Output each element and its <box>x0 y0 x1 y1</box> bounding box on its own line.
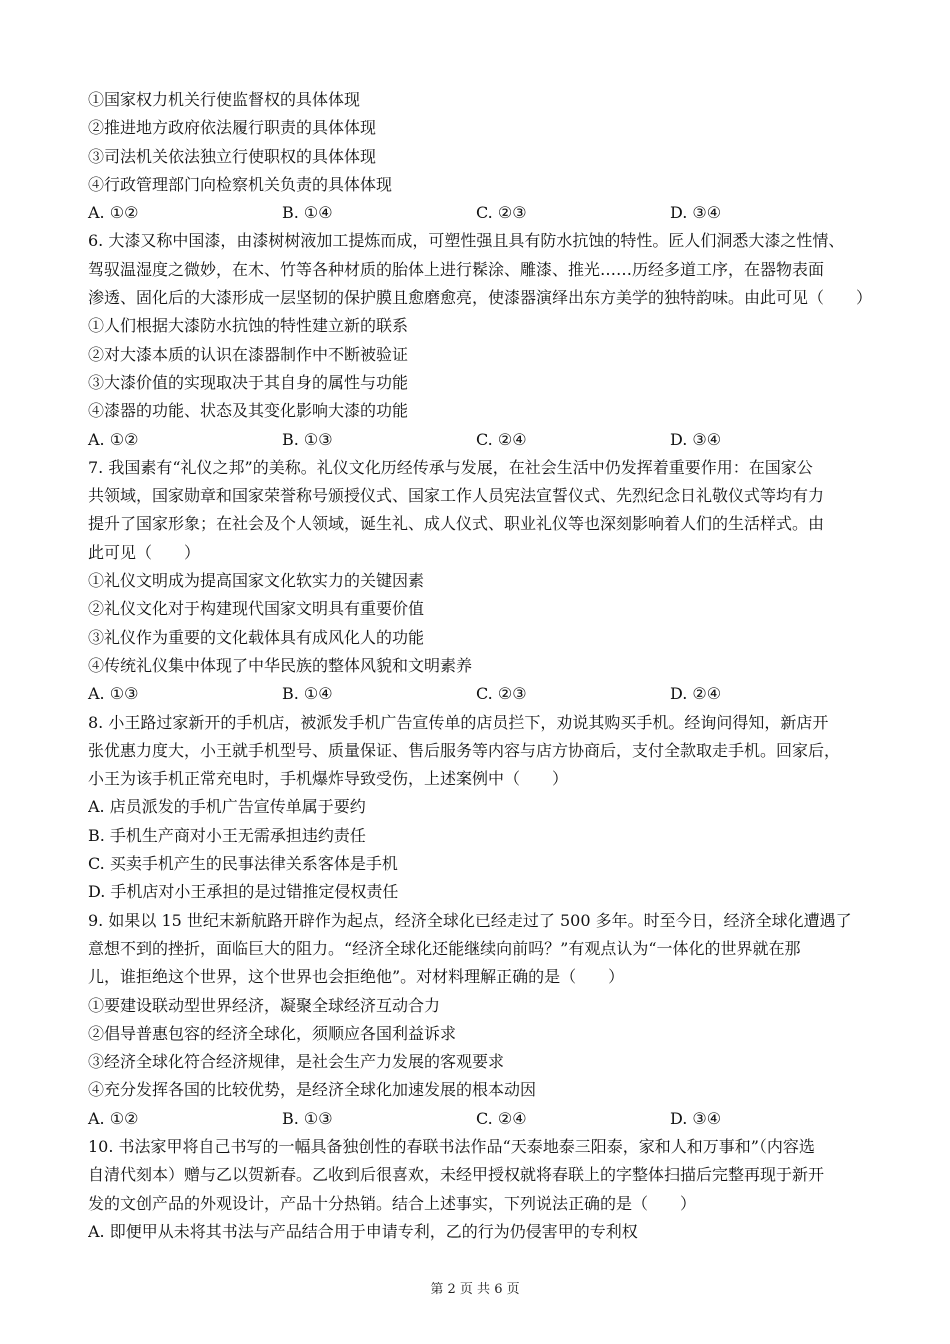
q9-stem-line-1: 9. 如果以 15 世纪末新航路开辟作为起点，经济全球化已经走过了 500 多年。时至今日，经济全球化遭遇了 <box>88 910 852 930</box>
q7-stem-line-1: 7. 我国素有“礼仪之邦”的美称。礼仪文化历经传承与发展，在社会生活中仍发挥着重要作用：在国家公 <box>88 457 813 477</box>
q7-stem-line-3: 提升了国家形象；在社会及个人领域，诞生礼、成人仪式、职业礼仪等也深刻影响着人们的生活样式。由 <box>88 514 825 534</box>
q5-option-a: A. ①② <box>88 203 139 223</box>
q6-option-d: D. ③④ <box>670 429 722 449</box>
q8-stem <box>88 709 878 794</box>
q5-option-d: D. ③④ <box>670 203 722 223</box>
q6-stem-line-2: 驾驭温湿度之微妙，在木、竹等各种材质的胎体上进行髹涂、雕漆、推光……历经多道工序，在器物表面 <box>88 259 825 279</box>
q10-stem <box>88 1133 878 1218</box>
q9-item-4: ④充分发挥各国的比较优势，是经济全球化加速发展的根本动因 <box>88 1080 537 1100</box>
q10-stem-line-1: 10. 书法家甲将自己书写的一幅具备独创性的春联书法作品“天泰地泰三阳泰，家和人和万事和”（内容选 <box>88 1136 815 1156</box>
q5-item-4: ④行政管理部门向检察机关负责的具体体现 <box>88 174 393 194</box>
q6-option-b: B. ①③ <box>282 429 333 449</box>
q5-item-3: ③司法机关依法独立行使职权的具体体现 <box>88 146 377 166</box>
q6-item-1: ①人们根据大漆防水抗蚀的特性建立新的联系 <box>88 316 409 336</box>
q9-option-b: B. ①③ <box>282 1108 333 1128</box>
q7-stem-line-2: 共领域，国家勋章和国家荣誉称号颁授仪式、国家工作人员宪法宣誓仪式、先烈纪念日礼敬仪式等均有力 <box>88 486 825 506</box>
q7-item-3: ③礼仪作为重要的文化载体具有成风化人的功能 <box>88 627 425 647</box>
q10-item-a: A. 即便甲从未将其书法与产品结合用于申请专利，乙的行为仍侵害甲的专利权 <box>88 1221 638 1241</box>
q5-item-1: ①国家权力机关行使监督权的具体体现 <box>88 90 361 109</box>
q9-items <box>88 992 878 1105</box>
q6-stem-line-1: 6. 大漆又称中国漆，由漆树树液加工提炼而成，可塑性强且具有防水抗蚀的特性。匠人们洞悉大漆之性情、 <box>88 231 845 251</box>
q9-option-c: C. ②④ <box>476 1108 527 1128</box>
q8-item-c: C. 买卖手机产生的民事法律关系客体是手机 <box>88 854 398 874</box>
q8-item-d: D. 手机店对小王承担的是过错推定侵权责任 <box>88 882 399 902</box>
q6-stem <box>88 227 878 312</box>
q5-option-b: B. ①④ <box>282 203 333 223</box>
q7-stem-line-4: 此可见（ ） <box>88 542 201 562</box>
q5-options <box>88 199 878 227</box>
q7-option-c: C. ②③ <box>476 684 527 704</box>
q7-items <box>88 567 878 680</box>
q8-stem-line-2: 张优惠力度大，小王就手机型号、质量保证、售后服务等内容与店方协商后，支付全款取走手机。回家后， <box>88 740 841 760</box>
q7-options <box>88 680 878 708</box>
q6-stem-line-3: 渗透、固化后的大漆形成一层坚韧的保护膜且愈磨愈亮，使漆器演绎出东方美学的独特韵味。由此可见（ ） <box>88 288 873 308</box>
q9-stem-line-2: 意想不到的挫折，面临巨大的阻力。“经济全球化还能继续向前吗？”有观点认为“一体化的世界就在那 <box>88 938 801 958</box>
q9-option-d: D. ③④ <box>670 1108 722 1128</box>
q8-items <box>88 793 878 906</box>
q8-item-a: A. 店员派发的手机广告宣传单属于要约 <box>88 797 366 817</box>
q9-stem <box>88 907 878 992</box>
q9-item-1: ①要建设联动型世界经济，凝聚全球经济互动合力 <box>88 995 441 1015</box>
q9-option-a: A. ①② <box>88 1108 139 1128</box>
q7-item-2: ②礼仪文化对于构建现代国家文明具有重要价值 <box>88 599 425 619</box>
q6-item-3: ③大漆价值的实现取决于其自身的属性与功能 <box>88 372 409 392</box>
q7-option-b: B. ①④ <box>282 684 333 704</box>
q5-item-2: ②推进地方政府依法履行职责的具体体现 <box>88 118 377 138</box>
q7-option-a: A. ①③ <box>88 684 139 704</box>
q8-stem-line-3: 小王为该手机正常充电时，手机爆炸导致受伤，上述案例中（ ） <box>88 769 569 789</box>
q6-items <box>88 312 878 425</box>
q8-stem-line-1: 8. 小王路过家新开的手机店，被派发手机广告宣传单的店员拦下，劝说其购买手机。经询问得知，新店开 <box>88 712 829 732</box>
q6-item-4: ④漆器的功能、状态及其变化影响大漆的功能 <box>88 401 409 421</box>
q7-option-d: D. ②④ <box>670 684 722 704</box>
q7-stem <box>88 454 878 567</box>
q6-option-c: C. ②④ <box>476 429 527 449</box>
q8-item-b: B. 手机生产商对小王无需承担违约责任 <box>88 825 366 845</box>
q9-options <box>88 1105 878 1133</box>
q10-stem-line-2: 自清代刻本）赠与乙以贺新春。乙收到后很喜欢，未经甲授权就将春联上的字整体扫描后完整再现于新开 <box>88 1165 825 1185</box>
q5-items <box>88 86 878 199</box>
q9-item-2: ②倡导普惠包容的经济全球化，须顺应各国利益诉求 <box>88 1023 457 1043</box>
q10-stem-line-3: 发的文创产品的外观设计，产品十分热销。结合上述事实，下列说法正确的是（ ） <box>88 1193 697 1213</box>
q6-item-2: ②对大漆本质的认识在漆器制作中不断被验证 <box>88 344 409 364</box>
q9-item-3: ③经济全球化符合经济规律，是社会生产力发展的客观要求 <box>88 1052 505 1072</box>
page-footer: 第 2 页 共 6 页 <box>430 1282 520 1297</box>
q6-option-a: A. ①② <box>88 429 139 449</box>
q7-item-4: ④传统礼仪集中体现了中华民族的整体风貌和文明素养 <box>88 655 473 675</box>
q10-items <box>88 1218 878 1246</box>
q9-stem-line-3: 儿，谁拒绝这个世界，这个世界也会拒绝他”。对材料理解正确的是（ ） <box>88 967 625 987</box>
q7-item-1: ①礼仪文明成为提高国家文化软实力的关键因素 <box>88 571 425 591</box>
q5-option-c: C. ②③ <box>476 203 527 223</box>
exam-page <box>88 86 878 1246</box>
q6-options <box>88 426 878 454</box>
